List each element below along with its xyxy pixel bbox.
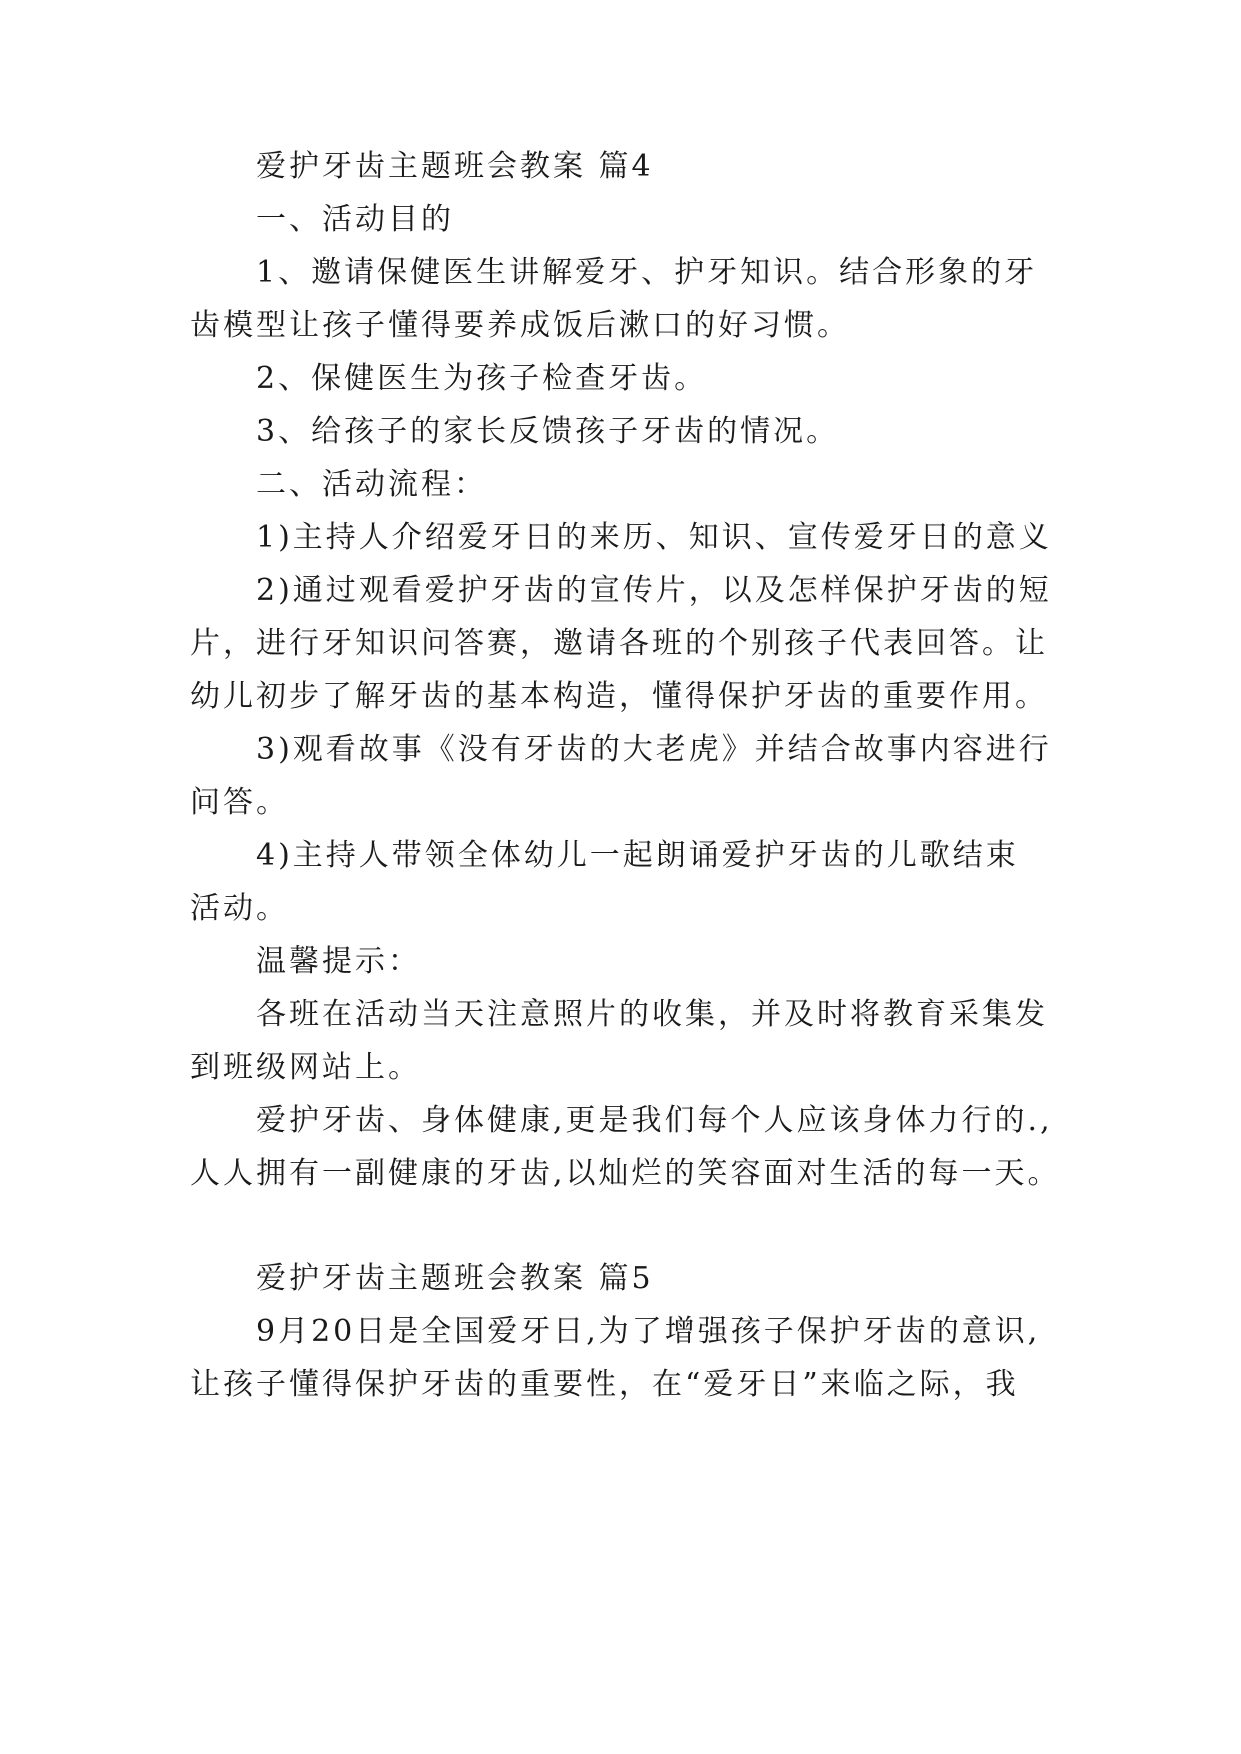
paragraph-line: 齿模型让孩子懂得要养成饭后漱口的好习惯。 <box>190 308 850 343</box>
subheading: 一、活动目的 <box>256 202 454 237</box>
paragraph-line: 人人拥有一副健康的牙齿,以灿烂的笑容面对生活的每一天。 <box>190 1156 1061 1191</box>
paragraph-line: 1、邀请保健医生讲解爱牙、护牙知识。结合形象的牙 <box>256 255 1038 290</box>
paragraph-line: 2)通过观看爱护牙齿的宣传片，以及怎样保护牙齿的短 <box>256 573 1052 608</box>
paragraph-line: 3)观看故事《没有牙齿的大老虎》并结合故事内容进行 <box>256 732 1052 767</box>
paragraph-line: 3、给孩子的家长反馈孩子牙齿的情况。 <box>256 414 840 449</box>
paragraph-line: 4)主持人带领全体幼儿一起朗诵爱护牙齿的儿歌结束 <box>256 838 1019 873</box>
paragraph-line: 片，进行牙知识问答赛，邀请各班的个别孩子代表回答。让 <box>190 626 1048 661</box>
section-heading: 爱护牙齿主题班会教案 篇4 <box>256 149 654 184</box>
paragraph-line: 幼儿初步了解牙齿的基本构造，懂得保护牙齿的重要作用。 <box>190 679 1048 714</box>
subheading: 二、活动流程： <box>256 467 487 502</box>
paragraph-line: 活动。 <box>190 891 289 926</box>
paragraph-line: 让孩子懂得保护牙齿的重要性，在“爱牙日”来临之际，我 <box>190 1367 1019 1402</box>
paragraph-line: 9月20日是全国爱牙日,为了增强孩子保护牙齿的意识, <box>256 1314 1041 1349</box>
paragraph-line: 问答。 <box>190 785 289 820</box>
paragraph-line: 各班在活动当天注意照片的收集，并及时将教育采集发 <box>256 997 1048 1032</box>
paragraph-line: 爱护牙齿、身体健康,更是我们每个人应该身体力行的., <box>256 1103 1053 1138</box>
paragraph-line: 2、保健医生为孩子检查牙齿。 <box>256 361 708 396</box>
section-heading: 爱护牙齿主题班会教案 篇5 <box>256 1261 654 1296</box>
subheading: 温馨提示： <box>256 944 421 979</box>
paragraph-line: 1)主持人介绍爱牙日的来历、知识、宣传爱牙日的意义 <box>256 520 1052 555</box>
paragraph-line: 到班级网站上。 <box>190 1050 421 1085</box>
